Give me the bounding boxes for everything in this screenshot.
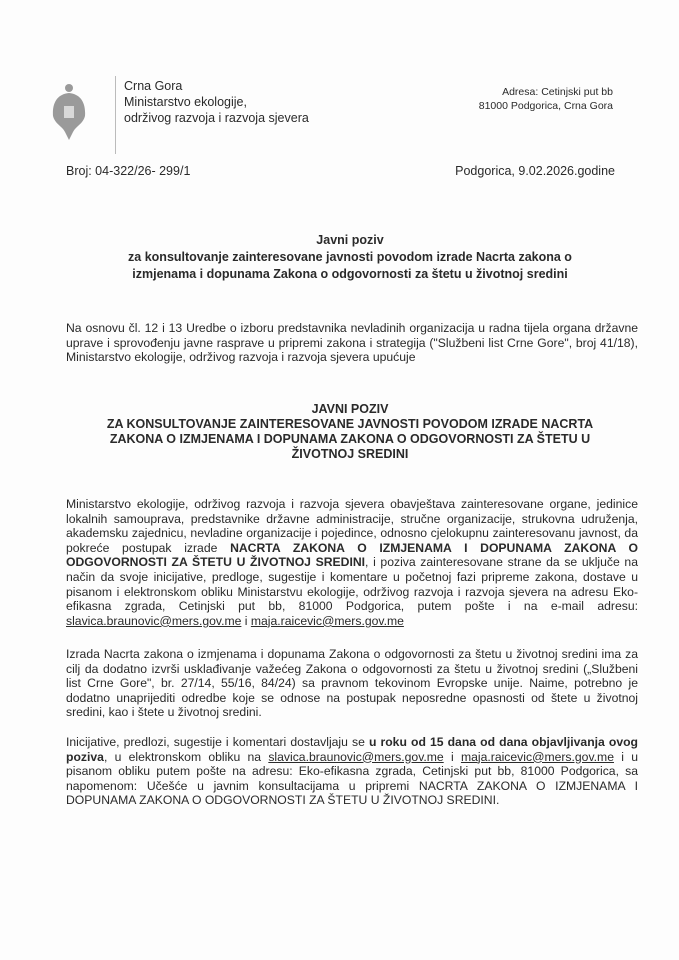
- text: , i poziva zainteresovane strane da se uključe na način da svoje inicijative, predloge, sugestije i komentare u početnoj fazi pripreme zakona, dostave u pisanom i elektronskom obliku Ministarstvu ekologije, održivog razvoja i razvoja sjevera na adresu Eko-efikasna zgrada, Cetinjski put bb, 81000 Podgorica, putem pošte i na e-mail adresu:: [66, 555, 638, 614]
- email-link[interactable]: slavica.braunovic@mers.gov.me: [66, 613, 242, 628]
- text: Ministarstvo ekologije, održivog razvoja i razvoja sjevera obavještava zainteresovane organe, jedinice lokalnih samouprava, predstavnike državne administracije, stručne organizacije, strukovna udruženja, akademsku zajednicu, nevladine organizacije i pojedince, odnosno cjelokupnu zainteresovanu javnost, da pokreće postupak izrade: [66, 497, 638, 555]
- address-line: 81000 Podgorica, Crna Gora: [478, 100, 613, 112]
- heading-line: JAVNI POZIV: [311, 402, 389, 416]
- text: , u elektronskom obliku na: [103, 749, 269, 764]
- email-link[interactable]: slavica.braunovic@mers.gov.me: [268, 749, 444, 764]
- bold-text: NACRTA ZAKONA O IZMJENAMA I DOPUNAMA ZAKONA O ODGOVORNOSTI ZA ŠTETU U ŽIVOTNOJ SREDINI: [66, 540, 638, 570]
- title-line: Javni poziv: [316, 233, 384, 247]
- title-subtitle: za konsultovanje zainteresovane javnosti povodom izrade Nacrta zakona o izmjenama i dopunama Zakona o odgovornosti za štetu u životnoj sredini: [128, 250, 572, 281]
- header-divider: [115, 76, 116, 154]
- ministry-name: Ministarstvo ekologije,: [124, 95, 247, 109]
- text: i: [443, 749, 461, 764]
- email-link[interactable]: maja.raicevic@mers.gov.me: [460, 749, 614, 764]
- heading-rest: ZA KONSULTOVANJE ZAINTERESOVANE JAVNOSTI POVODOM IZRADE NACRTA ZAKONA O IZMJENAMA I DOPUNAMA ZAKONA O ODGOVORNOSTI ZA ŠTETU U ŽIVOTNOJ SREDINI: [106, 417, 594, 461]
- address-line: Adresa: Cetinjski put bb: [502, 86, 613, 98]
- coat-of-arms-icon: [50, 82, 88, 144]
- text: i u pisanom obliku putem pošte na adresu: Eko-efikasna zgrada, Cetinjski put bb, 81000 Podgorica, sa napomenom: Učešće u javnim konsultacijama u pripremi NACRTA ZAKONA O IZMJENAMA I DOPUNAMA ZAKONA O ODGOVORNOSTI ZA ŠTETU U ŽIVOTNOJ SREDINI.: [66, 749, 638, 808]
- intro-paragraph: Na osnovu čl. 12 i 13 Uredbe o izboru predstavnika nevladinih organizacija u radna tijela organa državne uprave i sprovođenju javne rasprave u pripremi zakona i strategija ("Službeni list Crne Gore", broj 41/18), Ministarstvo ekologije, održivog razvoja i razvoja sjevera upućuje: [66, 321, 638, 365]
- paragraph-submission: [66, 735, 638, 808]
- address: [479, 85, 613, 113]
- text: i: [241, 613, 251, 628]
- bold-text: u roku od 15 dana od dana objavljivanja ovog poziva: [66, 735, 639, 764]
- document-number: Broj: 04-322/26- 299/1: [66, 164, 191, 178]
- paragraph-purpose: Izrada Nacrta zakona o izmjenama i dopunama Zakona o odgovornosti za štetu u životnoj sredini ima za cilj da dodatno izvrši usklađivanje važećeg Zakona o odgovornosti za štetu u životnoj sredini („Službeni list Crne Gore", br. 27/14, 55/16, 84/24) sa pravnom tekovinom Evropske unije. Naime, potrebno je dodatno unaprijediti odredbe koje se odnose na postupak neposredne opasnosti od štete u životnoj sredini, kao i štete u životnoj sredini.: [66, 647, 638, 720]
- document-title: [60, 232, 640, 283]
- section-heading: [60, 402, 640, 462]
- text: Inicijative, predlozi, sugestije i komentari dostavljaju se: [66, 735, 369, 749]
- organization-name: [124, 78, 309, 126]
- paragraph-announcement: [66, 497, 638, 628]
- document-date: Podgorica, 9.02.2026.godine: [455, 164, 615, 178]
- ministry-name-cont: održivog razvoja i razvoja sjevera: [124, 111, 309, 125]
- email-link[interactable]: maja.raicevic@mers.gov.me: [250, 613, 404, 628]
- country-name: Crna Gora: [124, 79, 183, 93]
